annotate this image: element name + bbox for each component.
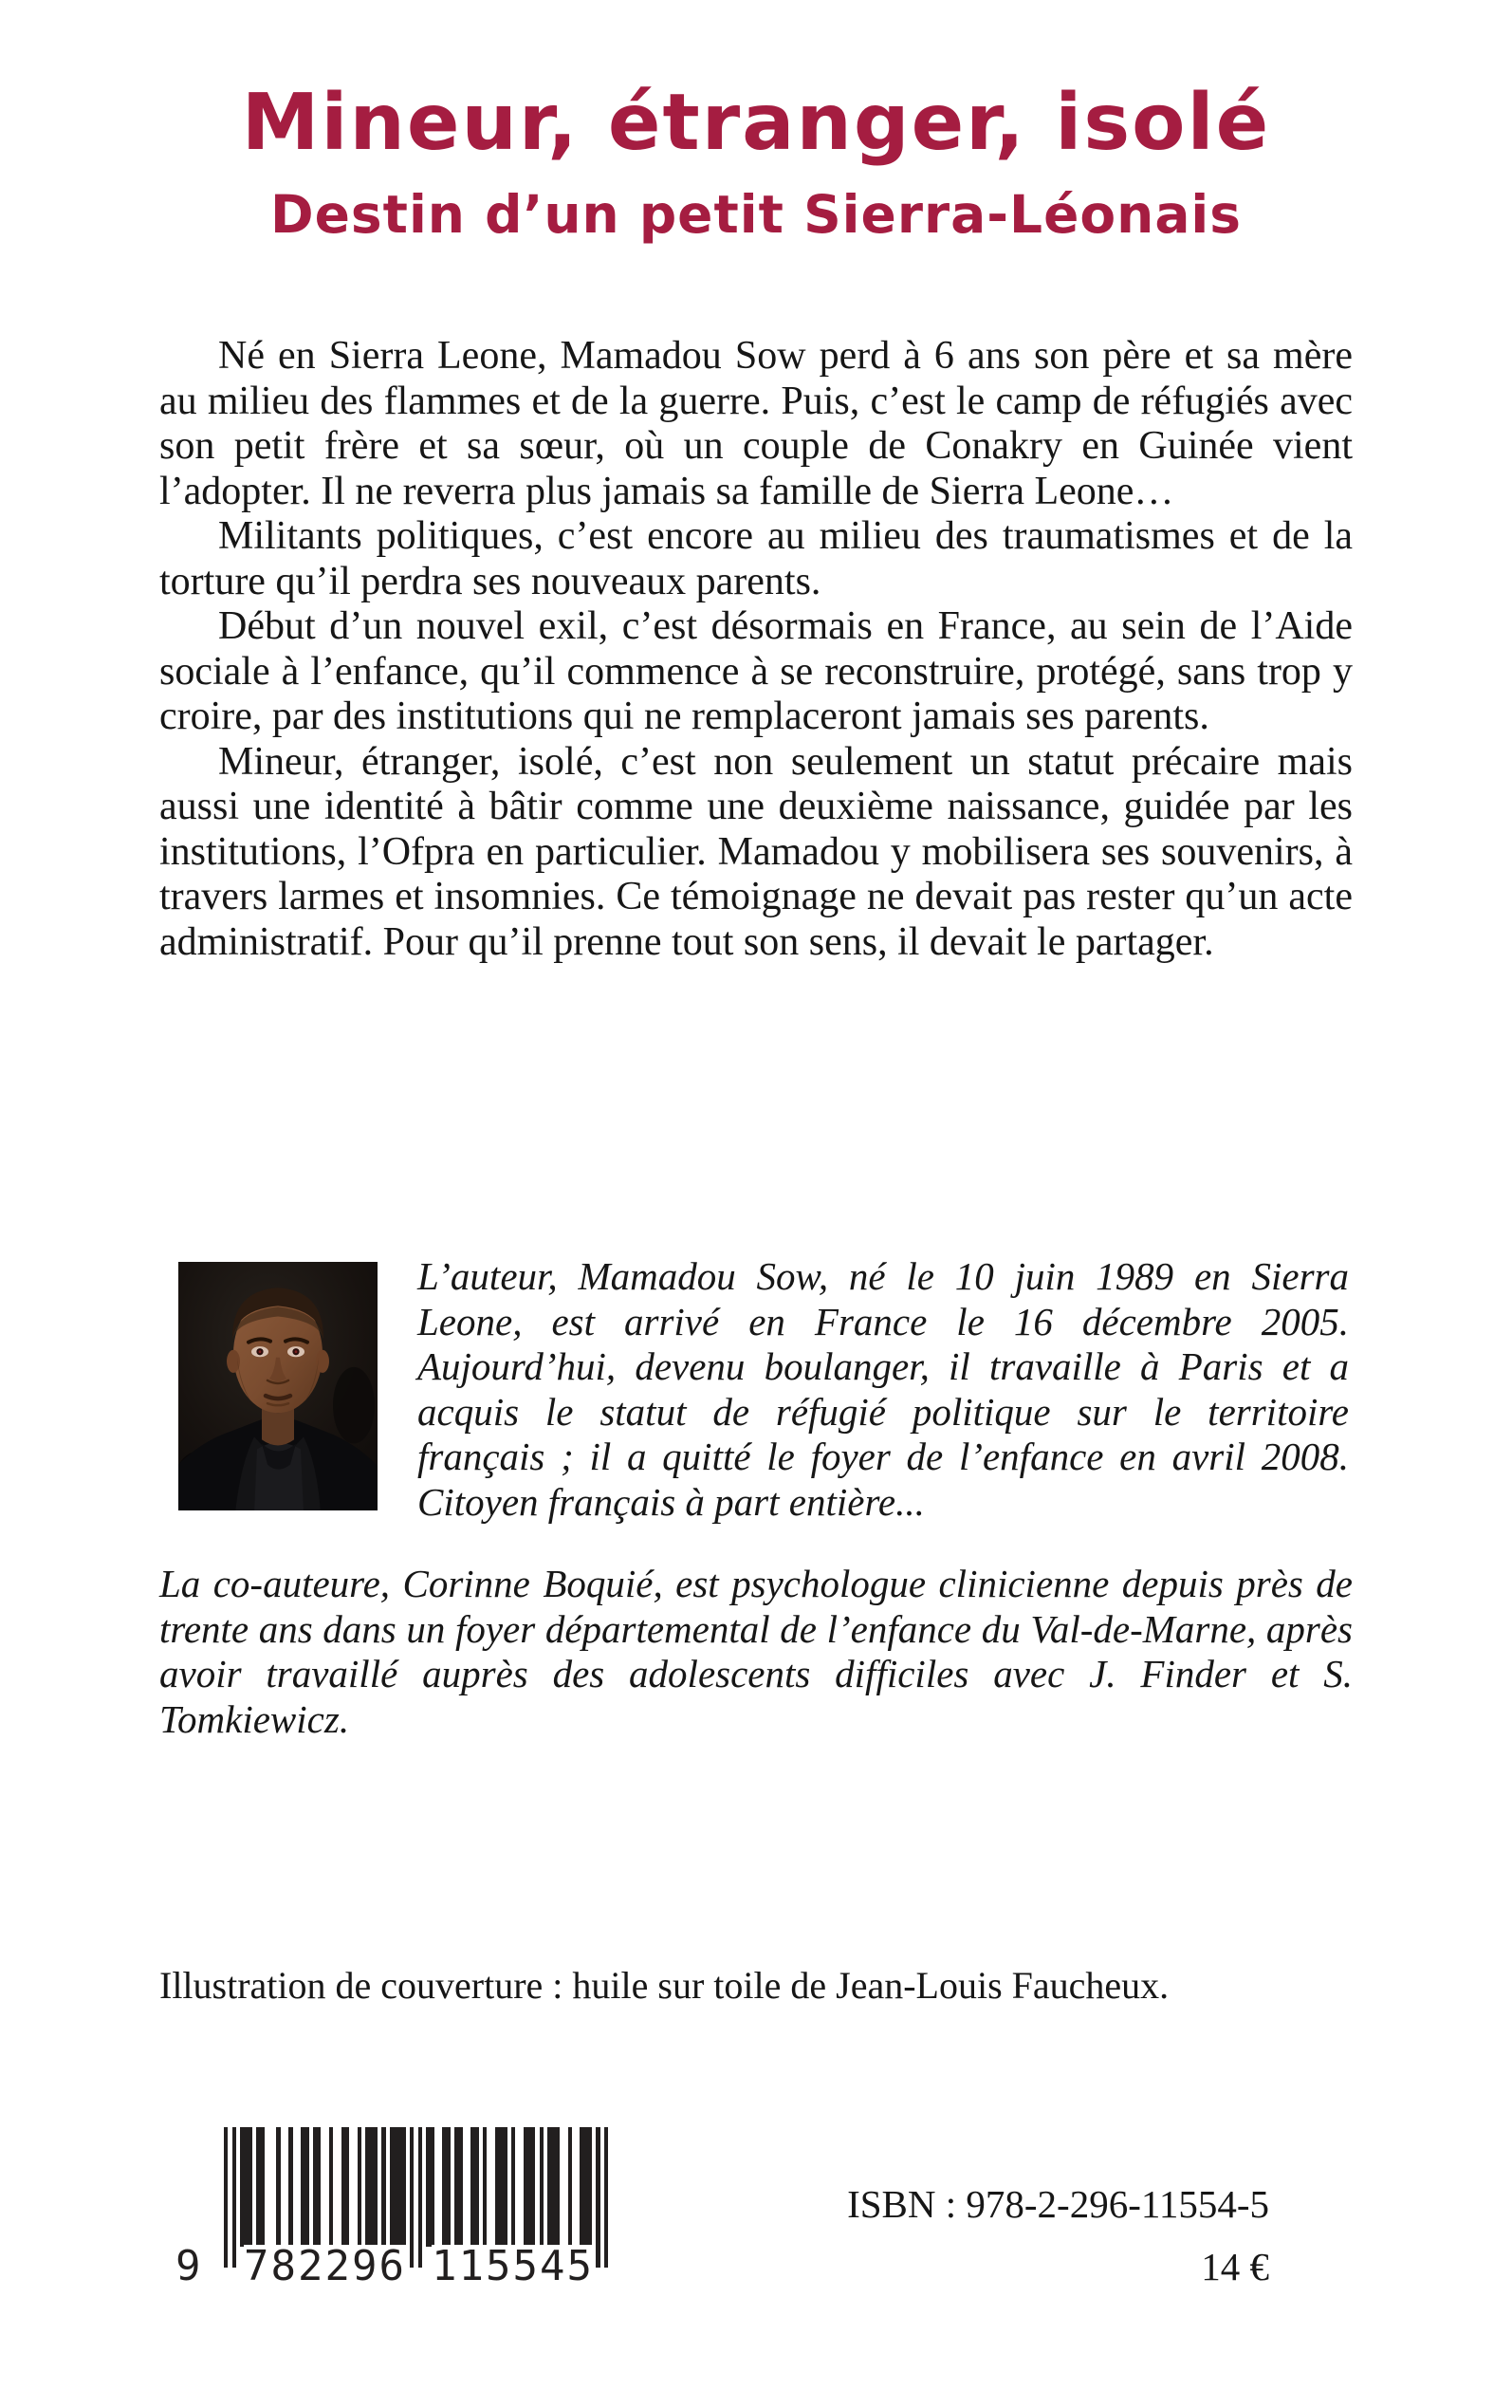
synopsis-paragraph-2: Militants politiques, c’est encore au milieu des traumatismes et de la torture qu’il perdra ses nouveaux parents. [159, 514, 1353, 603]
coauthor-bio-text: La co-auteure, Corinne Boquié, est psychologue clinicienne depuis près de trente ans dans un foyer départemental de l’enfance du Val-de-Marne, après avoir travaillé auprès des adolescents difficiles avec J. Finder et S. Tomkiewicz. [159, 1562, 1353, 1741]
barcode-digits-left: 782296 [244, 2242, 406, 2290]
barcode [175, 2127, 626, 2288]
synopsis [159, 334, 1353, 965]
price-text: 14 € [1201, 2245, 1269, 2288]
synopsis-paragraph-1: Né en Sierra Leone, Mamadou Sow perd à 6 ans son père et sa mère au milieu des flammes et de la guerre. Puis, c’est le camp de réfugiés avec son petit frère et sa sœur, où un couple de Conakry en Guinée vient l’adopter. Il ne reverra plus jamais sa famille de Sierra Leone… [159, 334, 1353, 513]
book-title: Mineur, étranger, isolé [241, 78, 1271, 168]
book-subtitle: Destin d’un petit Sierra-Léonais [269, 184, 1243, 245]
author-photo [178, 1262, 378, 1510]
barcode-digits-right: 115545 [432, 2242, 594, 2290]
barcode-module [604, 2127, 608, 2268]
synopsis-paragraph-3: Début d’un nouvel exil, c’est désormais en France, au sein de l’Aide sociale à l’enfance, qu’il commence à se reconstruire, protégé, sans trop y croire, par des institutions qui ne remplaceront jamais ses parents. [159, 604, 1353, 738]
title-block [0, 76, 1512, 245]
author-bio-text: L’auteur, Mamadou Sow, né le 10 juin 1989 en Sierra Leone, est arrivé en France le 16 décembre 2005. Aujourd’hui, devenu boulanger, il travaille à Paris et a acquis le statut de réfugié politique sur le territoire français ; il a quitté le foyer de l’enfance en avril 2008. Citoyen français à part entière... [417, 1254, 1349, 1524]
isbn-text: ISBN : 978-2-296-11554-5 [847, 2182, 1269, 2226]
synopsis-paragraph-4: Mineur, étranger, isolé, c’est non seulement un statut précaire mais aussi une identité à bâtir comme une deuxième naissance, guidée par les institutions, l’Ofpra en particulier. Mamadou y mobilisera ses souvenirs, à travers larmes et insomnies. Ce témoignage ne devait pas rester qu’un acte administratif. Pour qu’il prenne tout son sens, il devait le partager. [159, 739, 1353, 964]
barcode-lead-digit: 9 [175, 2242, 201, 2290]
illustration-credit: Illustration de couverture : huile sur toile de Jean-Louis Faucheux. [159, 1964, 1170, 2007]
